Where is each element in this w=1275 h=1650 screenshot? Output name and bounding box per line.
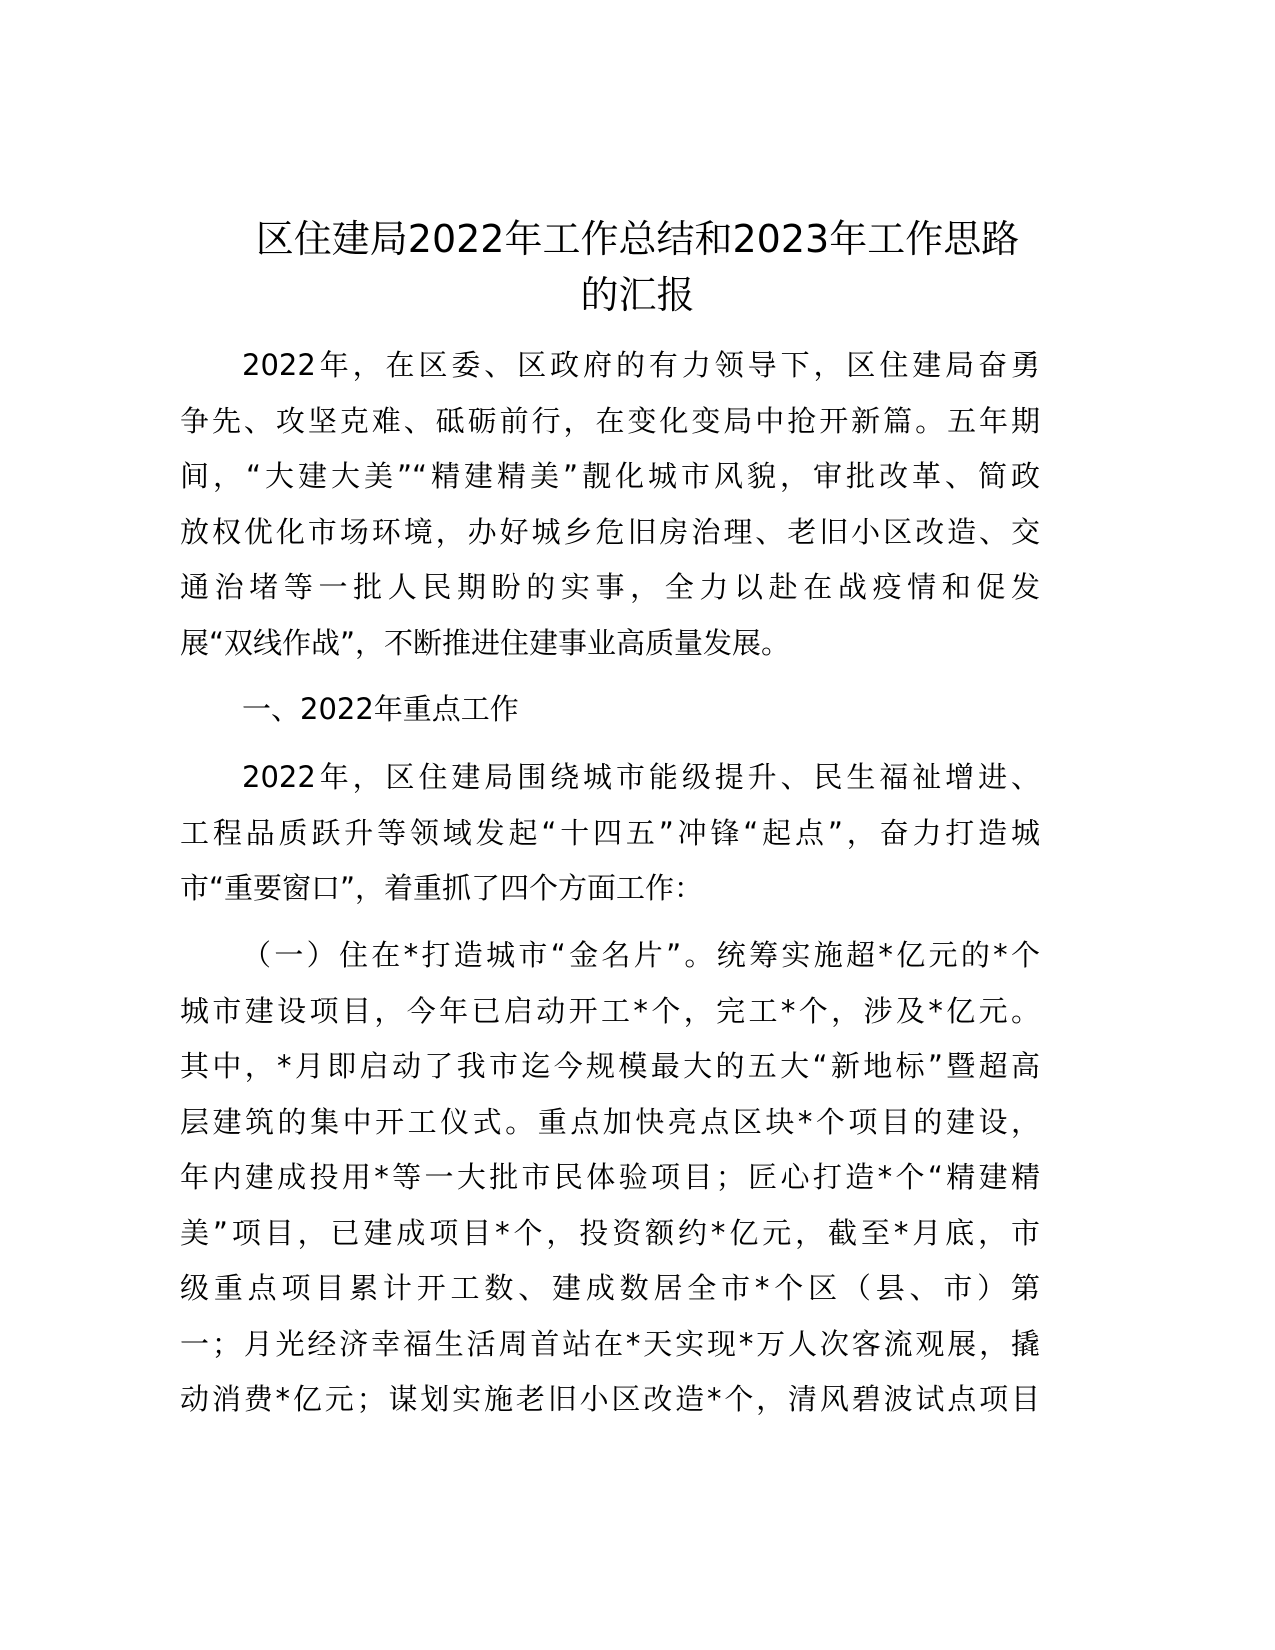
text-line: 美”项目，已建成项目*个，投资额约*亿元，截至*月底，市 (180, 1215, 1040, 1250)
paragraph-item-1 (180, 928, 1040, 1428)
title-line: 的汇报 (580, 272, 695, 317)
text-line: 其中，*月即启动了我市迄今规模最大的五大“新地标”暨超高 (180, 1049, 1040, 1083)
text-line: 一；月光经济幸福生活周首站在*天实现*万人次客流观展，撬 (180, 1326, 1040, 1361)
paragraph-intro (180, 338, 1040, 671)
text-line: 2022年，区住建局围绕城市能级提升、民生福祉增进、 (242, 760, 1040, 794)
text-line: 工程品质跃升等领域发起“十四五”冲锋“起点”，奋力打造城 (180, 815, 1040, 850)
text-line: 展“双线作战”，不断推进住建事业高质量发展。 (180, 625, 791, 660)
text-line: 城市建设项目，今年已启动开工*个，完工*个，涉及*亿元。 (180, 993, 1040, 1028)
text-line: 动消费*亿元；谋划实施老旧小区改造*个，清风碧波试点项目 (180, 1382, 1040, 1416)
document-title (150, 212, 1125, 323)
text-line: 年内建成投用*等一大批市民体验项目；匠心打造*个“精建精 (180, 1160, 1040, 1194)
text-line: 通治堵等一批人民期盼的实事，全力以赴在战疫情和促发 (180, 570, 1040, 604)
text-line: 争先、攻坚克难、砥砺前行，在变化变局中抢开新篇。五年期 (180, 403, 1040, 438)
heading-line: 一、2022年重点工作 (242, 692, 519, 726)
title-line: 区住建局2022年工作总结和2023年工作思路 (255, 217, 1020, 261)
text-line: 市“重要窗口”，着重抓了四个方面工作： (180, 871, 704, 905)
paragraph-overview (180, 750, 1040, 917)
text-line: 层建筑的集中开工仪式。重点加快亮点区块*个项目的建设， (180, 1104, 1040, 1139)
text-line: 放权优化市场环境，办好城乡危旧房治理、老旧小区改造、交 (180, 514, 1040, 549)
section-heading (180, 682, 1040, 738)
text-line: 级重点项目累计开工数、建成数居全市*个区（县、市）第 (180, 1271, 1040, 1305)
text-line: （一）住在*打造城市“金名片”。统筹实施超*亿元的*个 (242, 938, 1040, 972)
text-line: 间，“大建大美”“精建精美”靓化城市风貌，审批改革、简政 (180, 459, 1040, 493)
text-line: 2022年，在区委、区政府的有力领导下，区住建局奋勇 (242, 348, 1040, 382)
